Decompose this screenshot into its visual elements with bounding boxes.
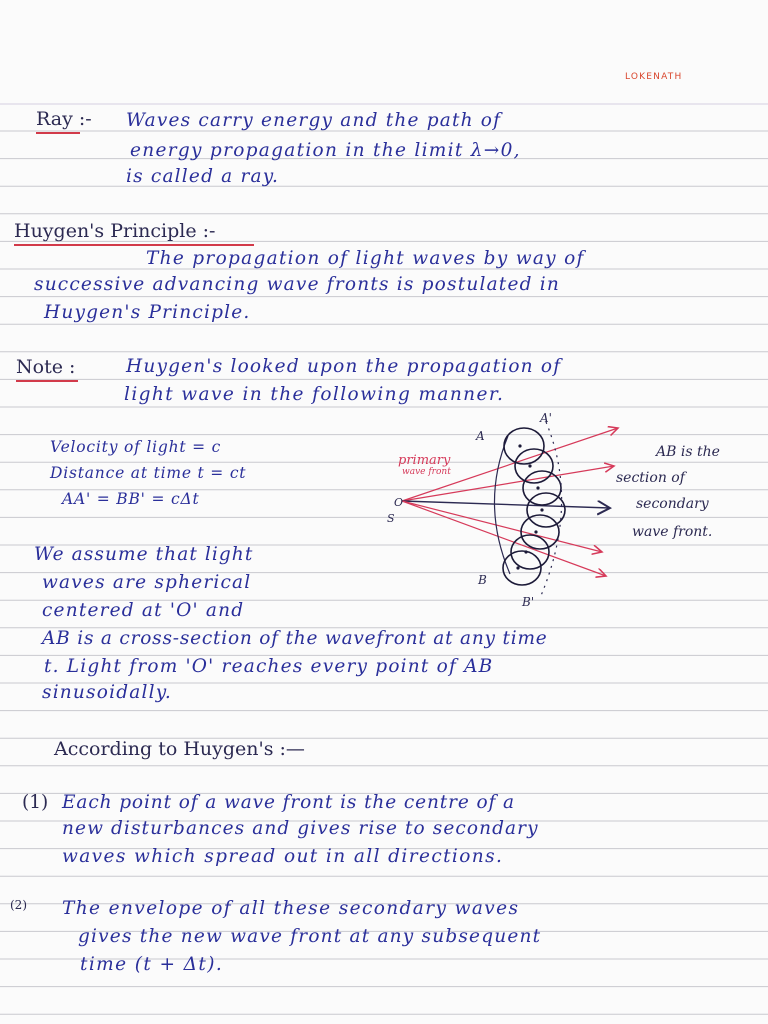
ray-line-2: energy propagation in the limit λ→0, (130, 140, 521, 161)
assume-line-1: We assume that light (34, 544, 254, 565)
point-2-line-1: The envelope of all these secondary waves (62, 898, 520, 919)
velocity-line-2: Distance at time t = ct (50, 464, 247, 482)
point-1-number: (1) (22, 792, 49, 813)
right-note-2: section of (616, 470, 685, 486)
label-B-prime: B' (522, 595, 535, 609)
according-heading: According to Huygen's :— (54, 738, 305, 760)
label-S: S (387, 512, 395, 525)
note-line-2: light wave in the following manner. (124, 384, 505, 405)
ray-heading: Ray :- (36, 108, 92, 130)
note-line-1: Huygen's looked upon the propagation of (126, 356, 562, 377)
assume-line-6: sinusoidally. (42, 682, 172, 703)
huygen-line-2: successive advancing wave fronts is postulated in (34, 274, 560, 295)
point-1-line-1: Each point of a wave front is the centre of a (62, 792, 515, 813)
huygen-heading-underline (14, 244, 254, 246)
ray-line-1: Waves carry energy and the path of (126, 110, 502, 131)
assume-line-3: centered at 'O' and (42, 600, 245, 621)
assume-line-2: waves are spherical (42, 572, 252, 593)
velocity-line-1: Velocity of light = c (50, 438, 222, 456)
label-primary: primary (398, 453, 451, 468)
brand-label: LOKENATH (625, 72, 683, 82)
label-A-prime: A' (540, 411, 552, 425)
point-2-number: (2) (10, 898, 27, 912)
ray-line-3: is called a ray. (126, 166, 280, 187)
point-2-line-2: gives the new wave front at any subsequent (78, 926, 542, 947)
note-heading-underline (16, 380, 78, 382)
point-2-line-3: time (t + Δt). (80, 954, 224, 975)
ray-center (402, 501, 610, 508)
point-1-line-2: new disturbances and gives rise to secondary (62, 818, 539, 839)
right-note-1: AB is the (656, 444, 720, 460)
huygen-line-1: The propagation of light waves by way of (146, 248, 585, 269)
point-1-line-3: waves which spread out in all directions. (62, 846, 504, 867)
velocity-line-3: AA' = BB' = cΔt (62, 490, 200, 508)
right-note-4: wave front. (632, 524, 713, 540)
label-B: B (478, 573, 487, 587)
assume-line-5: t. Light from 'O' reaches every point of AB (44, 656, 494, 677)
huygen-line-3: Huygen's Principle. (44, 302, 251, 323)
ray-heading-underline (36, 132, 80, 134)
label-A: A (476, 429, 485, 443)
right-note-3: secondary (636, 496, 709, 512)
huygen-heading: Huygen's Principle :- (14, 220, 216, 242)
note-heading: Note : (16, 356, 76, 378)
label-O: O (394, 496, 404, 509)
label-wave-front: wave front (402, 467, 451, 477)
ray-lower-mid (402, 501, 602, 552)
huygens-wavefront-diagram (370, 408, 768, 620)
assume-line-4: AB is a cross-section of the wavefront at any time (42, 628, 548, 649)
